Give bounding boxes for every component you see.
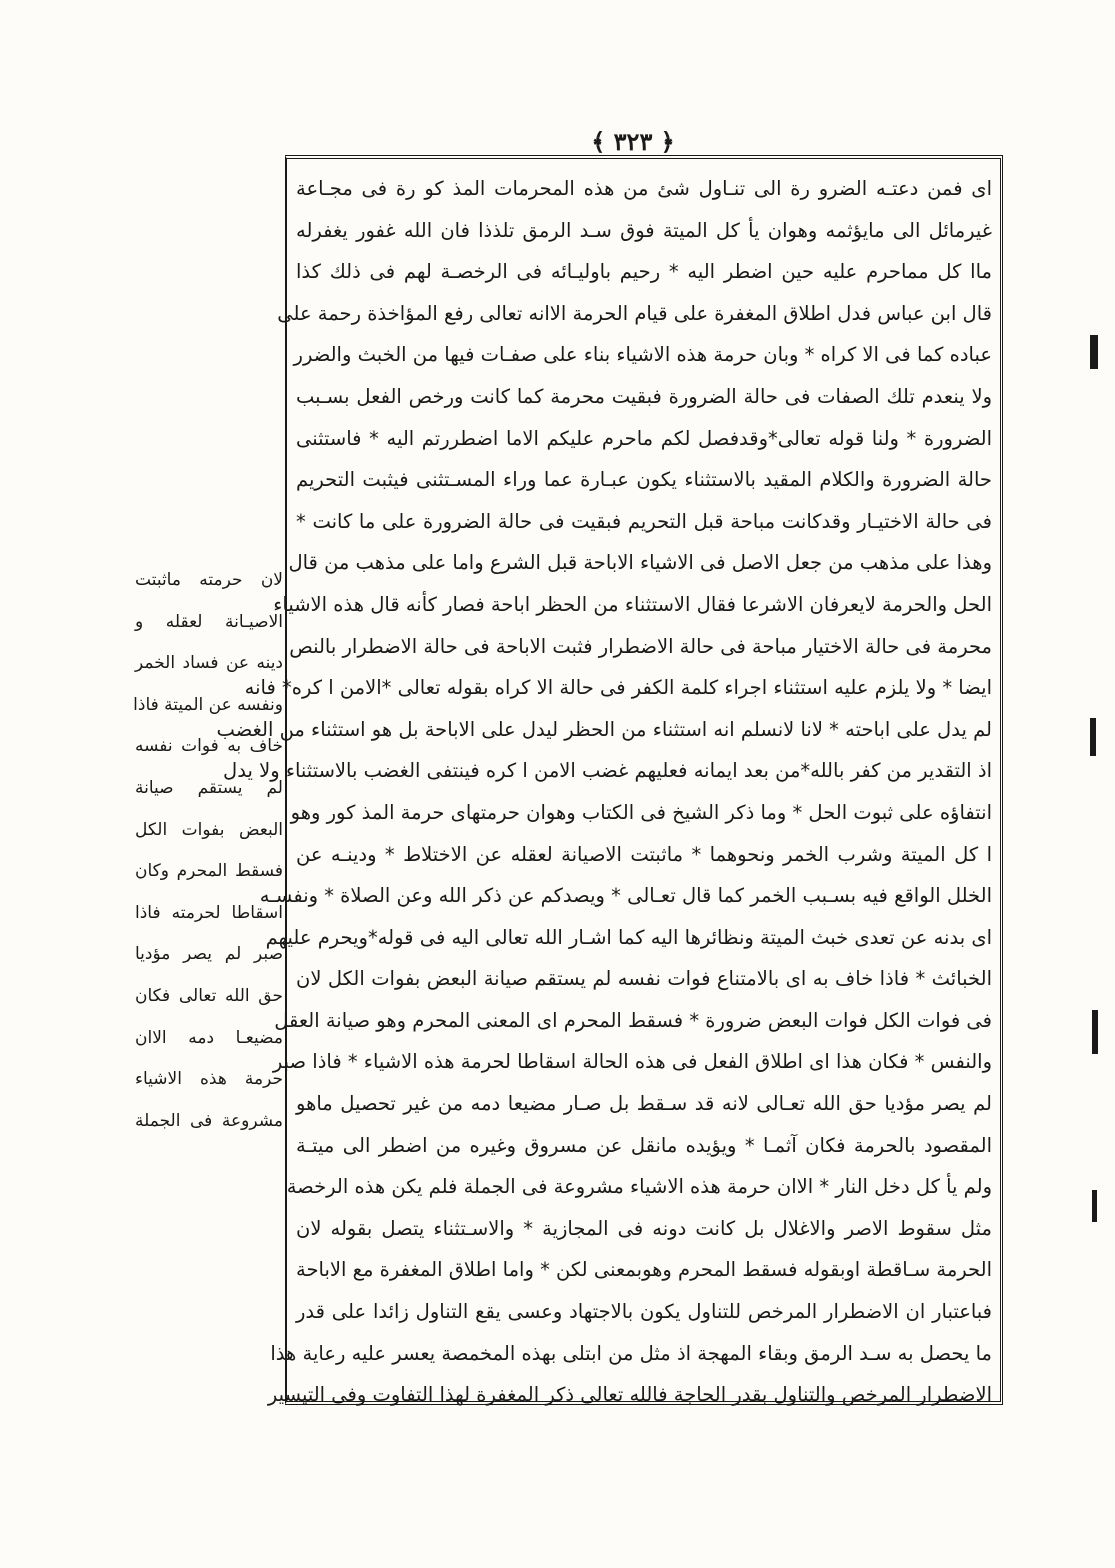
text-line: الحل والحرمة لايعرفان الاشرعا فقال الاستثناء من الحظر اباحة فصار كأنه قال هذه الاشياء <box>273 592 992 616</box>
margin-line: فسقط المحرم وكان <box>135 861 283 882</box>
text-line: فى فوات الكل فوات البعض ضرورة * فسقط المحرم اى المعنى المحرم وهو صيانة العقل <box>274 1008 992 1032</box>
text-line: والنفس * فكان هذا اى اطلاق الفعل فى هذه الحالة اسقاطا لحرمة هذه الاشياء * فاذا صبر <box>272 1050 992 1074</box>
text-line: اذ التقدير من كفر بالله*من بعد ايمانه فعليهم غضب الامن ا كره فينتفى الغضب بالاستثناء ولا يدل <box>223 759 992 783</box>
text-line: الحرمة سـاقطة اوبقوله فسقط المحرم وهوبمعنى لكن * واما اطلاق المغفرة مع الاباحة <box>296 1258 992 1282</box>
margin-line: خاف به فوات نفسه <box>135 736 283 757</box>
text-line: اى بدنه عن تعدى خبث الميتة ونظائرها اليه كما اشـار الله تعالى اليه فى قوله*ويحرم عليهم <box>265 925 992 949</box>
margin-line: البعض بفوات الكل <box>135 819 283 840</box>
text-line: الاضطرار المرخص والتناول بقدر الحاجة فالله تعالى ذكر المغفرة لهذا التفاوت وفى التيسير <box>267 1383 992 1407</box>
text-line: حالة الضرورة والكلام المقيد بالاستثناء يكون عبـارة عما وراء المسـتثنى فيثبت التحريم <box>296 468 992 492</box>
text-line: مثل سقوط الاصر والاغلال بل كانت دونه فى المجازية * والاسـتثناء يتصل بقوله لان <box>296 1216 992 1240</box>
text-line: ولا ينعدم تلك الصفات فى حالة الضرورة فبقيت محرمة كما كانت ورخص الفعل بسـبب <box>296 384 992 408</box>
margin-line: مشروعة فى الجملة <box>135 1110 283 1131</box>
text-line: الضرورة * ولنا قوله تعالى*وقدفصل لكم ماحرم عليكم الاما اضطررتم اليه * فاستثنى <box>296 426 992 450</box>
margin-line: حق الله تعالى فكان <box>135 985 283 1006</box>
text-line: فباعتبار ان الاضطرار المرخص للتناول يكون بالاجتهاد وعسى يقع التناول زائدا على قدر <box>296 1300 992 1324</box>
text-line: انتفاؤه على ثبوت الحل * وما ذكر الشيخ فى الكتاب وهوان حرمتهاى حرمة المذ كور وهو <box>290 800 992 824</box>
margin-line: حرمة هذه الاشياء <box>135 1069 283 1090</box>
text-line: قال ابن عباس فدل اطلاق المغفرة على قيام الحرمة الاانه تعالى رفع المؤاخذة رحمة على <box>277 301 992 325</box>
edge-mark <box>1092 1190 1097 1222</box>
edge-mark <box>1090 335 1098 369</box>
margin-line: دينه عن فساد الخمر <box>135 653 283 674</box>
text-line: ماا كل مماحرم عليه حين اضطر اليه * رحيم باوليـائه فى الرخصـة لهم فى ذلك كذا <box>296 260 992 284</box>
margin-line: اسقاطا لحرمته فاذا <box>135 902 283 923</box>
text-line: فى حالة الاختيـار وقدكانت مباحة قبل التحريم فبقيت فى حالة الضرورة على ما كانت * <box>296 509 992 533</box>
text-line: وهذا على مذهب من جعل الاصل فى الاشياء الاباحة قبل الشرع واما على مذهب من قال <box>288 551 992 575</box>
main-text-block <box>216 168 992 1416</box>
text-line: الخبائث * فاذا خاف به اى بالامتناع فوات نفسه لم يستقم صيانة البعض بفوات الكل لان <box>296 967 992 991</box>
text-line: لم يصر مؤديا حق الله تعـالى لانه قد سـقط بل صـار مضيعا دمه من غير تحصيل ماهو <box>296 1092 992 1116</box>
edge-mark <box>1090 718 1096 756</box>
text-line: ما يحصل به سـد الرمق وبقاء المهجة اذ مثل من ابتلى بهذه المخمصة يعسر عليه رعاية هذا <box>270 1341 992 1365</box>
text-line: المقصود بالحرمة فكان آثمـا * ويؤيده مانقل عن مسروق وغيره من اضطر الى ميتـة <box>296 1133 992 1157</box>
margin-line: لان حرمته ماثبتت <box>135 570 283 590</box>
text-line: ولم يأ كل دخل النار * الاان حرمة هذه الاشياء مشروعة فى الجملة فلم يكن هذه الرخصة <box>286 1175 992 1199</box>
margin-commentary <box>135 560 283 1142</box>
text-line: الخلل الواقع فيه بسـبب الخمر كما قال تعـالى * ويصدكم عن ذكر الله وعن الصلاة * ونفسـه <box>259 884 992 908</box>
text-line: ايضا * ولا يلزم عليه استثناء اجراء كلمة الكفر فى حالة الا كراه بقوله تعالى *الامن ا كره* فانه <box>244 676 992 700</box>
margin-line: ونفسه عن الميتة فاذا <box>133 694 283 715</box>
text-line: عباده كما فى الا كراه * وبان حرمة هذه الاشياء بناء على صفـات فيها من الخبث والضرر <box>293 343 992 367</box>
text-line: غيرمائل الى مايؤثمه وهوان يأ كل الميتة فوق سـد الرمق تلذذا فان الله غفور يغفرله <box>296 218 992 242</box>
text-line: اى فمن دعتـه الضرو رة الى تنـاول شئ من هذه المحرمات المذ كو رة فى مجـاعة <box>296 177 992 200</box>
margin-line: مضيعـا دمه الاان <box>135 1027 283 1048</box>
text-line: ا كل الميتة وشرب الخمر ونحوهما * ماثبتت الاصيانة لعقله عن الاختلاط * ودينـه عن <box>296 842 992 866</box>
margin-line: الاصيـانة لعقله و <box>135 611 283 632</box>
page-number: ﴿ ٣٢٣ ﴾ <box>591 127 675 156</box>
margin-line: لم يستقم صيانة <box>135 777 283 798</box>
text-line: لم يدل على اباحته * لانا لانسلم انه استثناء من الحظر ليدل على الاباحة بل هو استثناء من الغضب <box>216 717 992 741</box>
margin-line: صبر لم يصر مؤديا <box>135 944 283 965</box>
text-line: محرمة فى حالة الاختيار مباحة فى حالة الاضطرار فثبت الاباحة فى حالة الاضطرار بالنص <box>289 634 992 658</box>
edge-mark <box>1092 1010 1098 1054</box>
